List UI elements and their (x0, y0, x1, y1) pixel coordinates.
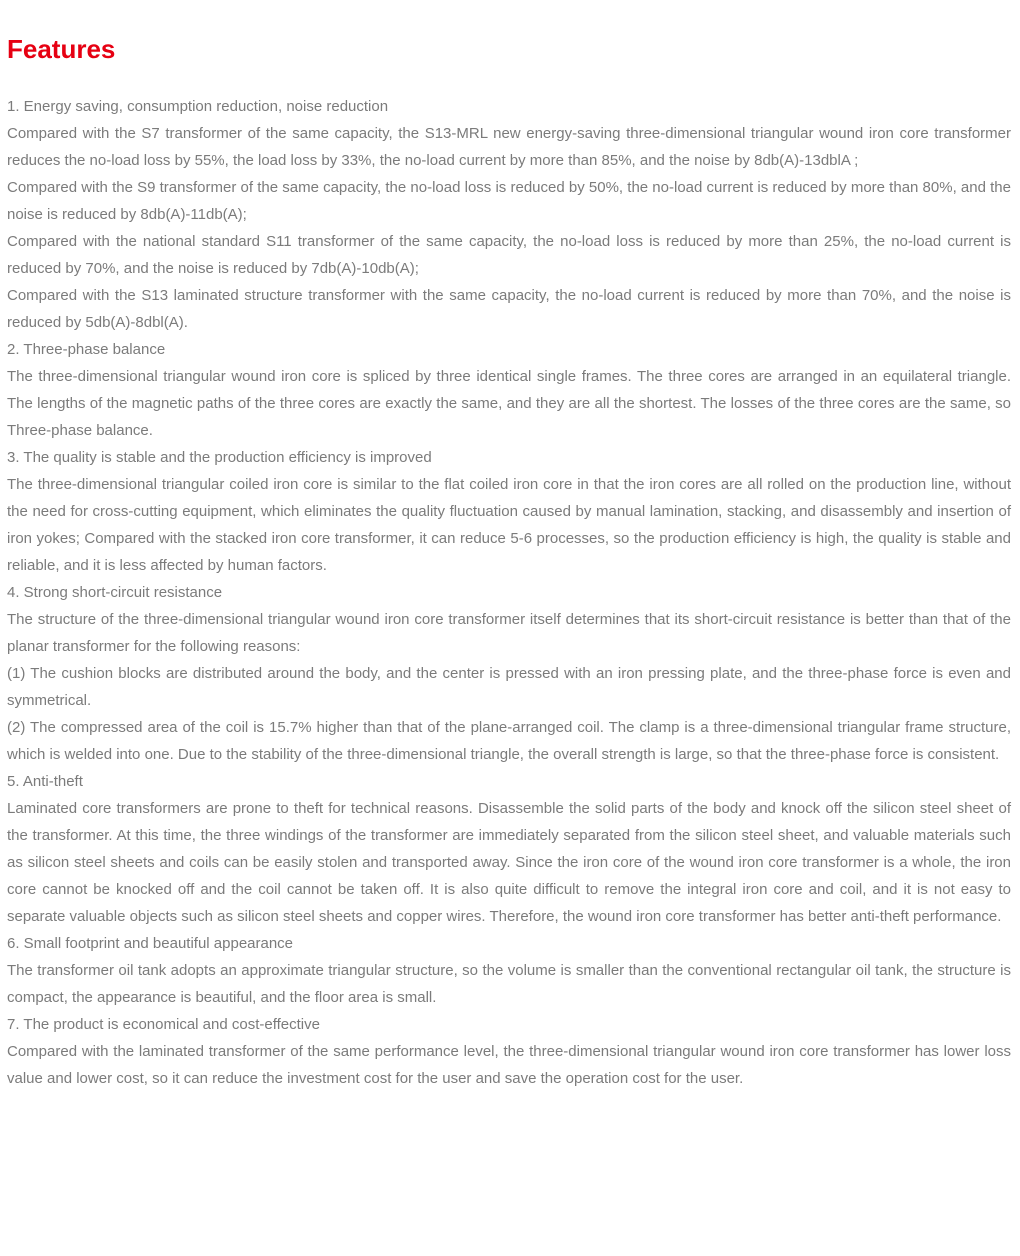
feature-5-para: Laminated core transformers are prone to theft for technical reasons. Disassemble the solid parts of the body and knock off the silicon steel sheet of the transformer. At this time, the three windings of the transformer are immediately separated from the silicon steel sheet, and valuable materials such as silicon steel sheets and coils can be easily stolen and transported away. Since the iron core of the wound iron core transformer is a whole, the iron core cannot be knocked off and the coil cannot be taken off. It is also quite difficult to remove the integral iron core and coil, and it is not easy to separate valuable objects such as silicon steel sheets and copper wires. Therefore, the wound iron core transformer has better anti-theft performance. (7, 800, 1011, 926)
feature-4-para: The structure of the three-dimensional triangular wound iron core transformer itself determines that its short-circuit resistance is better than that of the planar transformer for the following reasons: (7, 611, 1011, 656)
page-title: Features (7, 34, 116, 64)
feature-7-para: Compared with the laminated transformer of the same performance level, the three-dimensional triangular wound iron core transformer has lower loss value and lower cost, so it can reduce the investment cost for the user and save the operation cost for the user. (7, 1043, 1011, 1088)
feature-4-heading: 4. Strong short-circuit resistance (7, 584, 223, 602)
feature-3-para: The three-dimensional triangular coiled iron core is similar to the flat coiled iron core in that the iron cores are all rolled on the production line, without the need for cross-cutting equipment, which eliminates the quality fluctuation caused by manual lamination, stacking, and disassembly and insertion of iron yokes; Compared with the stacked iron core transformer, it can reduce 5-6 processes, so the production efficiency is high, the quality is stable and reliable, and it is less affected by human factors. (7, 476, 1011, 575)
feature-7-heading: 7. The product is economical and cost-effective (7, 1016, 320, 1034)
feature-5-heading: 5. Anti-theft (7, 773, 83, 791)
feature-2-para: The three-dimensional triangular wound iron core is spliced by three identical single frames. The three cores are arranged in an equilateral triangle. The lengths of the magnetic paths of the three cores are exactly the same, and they are all the shortest. The losses of the three cores are the same, so Three-phase balance. (7, 368, 1011, 440)
feature-3-heading: 3. The quality is stable and the production efficiency is improved (7, 449, 432, 467)
feature-1-para-s13: Compared with the S13 laminated structure transformer with the same capacity, the no-load current is reduced by more than 70%, and the noise is reduced by 5db(A)-8dbl(A). (7, 287, 1011, 332)
feature-6-heading: 6. Small footprint and beautiful appearance (7, 935, 294, 953)
feature-1-para-s11: Compared with the national standard S11 transformer of the same capacity, the no-load loss is reduced by more than 25%, the no-load current is reduced by 70%, and the noise is reduced by 7db(A)-10db(A); (7, 233, 1011, 278)
feature-2-heading: 2. Three-phase balance (7, 341, 166, 359)
feature-1-heading: 1. Energy saving, consumption reduction, noise reduction (7, 98, 389, 116)
features-content (7, 93, 1011, 1092)
feature-1-para-s9: Compared with the S9 transformer of the same capacity, the no-load loss is reduced by 50%, the no-load current is reduced by more than 80%, and the noise is reduced by 8db(A)-11db(A); (7, 179, 1011, 224)
feature-4-reason-2: (2) The compressed area of the coil is 15.7% higher than that of the plane-arranged coil. The clamp is a three-dimensional triangular frame structure, which is welded into one. Due to the stability of the three-dimensional triangle, the overall strength is large, so that the three-phase force is consistent. (7, 719, 1011, 764)
feature-6-para: The transformer oil tank adopts an approximate triangular structure, so the volume is smaller than the conventional rectangular oil tank, the structure is compact, the appearance is beautiful, and the floor area is small. (7, 962, 1011, 1007)
feature-1-para-s7: Compared with the S7 transformer of the same capacity, the S13-MRL new energy-saving three-dimensional triangular wound iron core transformer reduces the no-load loss by 55%, the load loss by 33%, the no-load current by more than 85%, and the noise by 8db(A)-13dblA ; (7, 125, 1011, 170)
feature-4-reason-1: (1) The cushion blocks are distributed around the body, and the center is pressed with an iron pressing plate, and the three-phase force is even and symmetrical. (7, 665, 1011, 710)
